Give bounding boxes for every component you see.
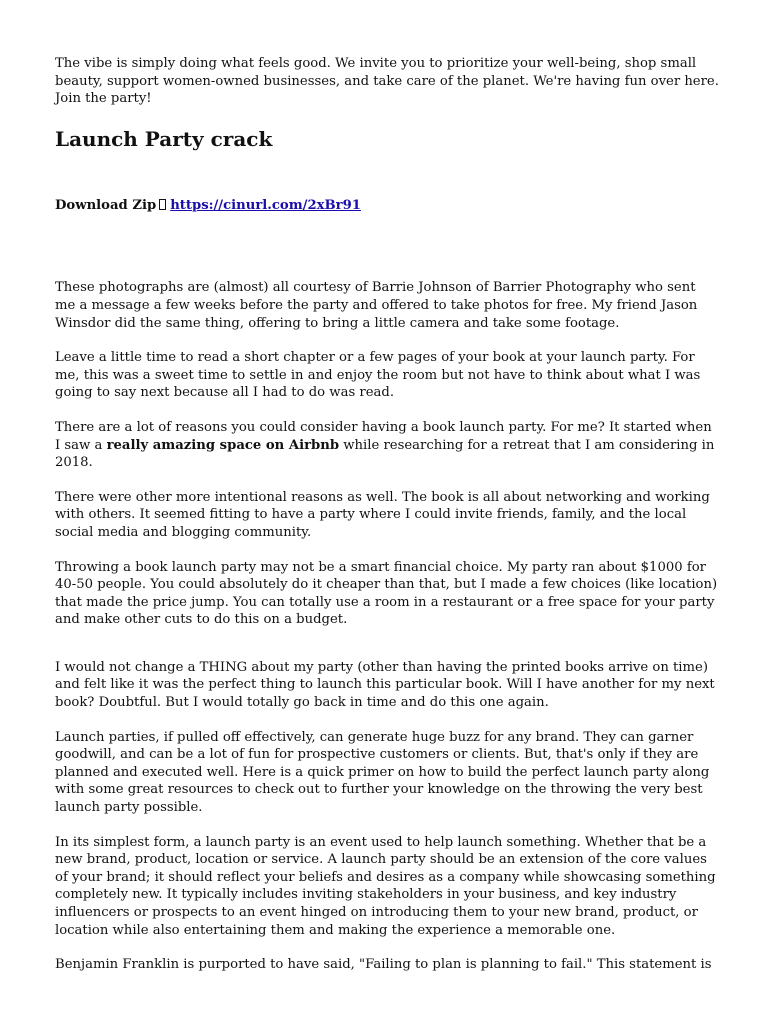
paragraph-text: while researching for a retreat that I am considering in 2018. — [55, 437, 715, 471]
download-label: Download Zip — [55, 197, 157, 213]
paragraph — [55, 419, 720, 472]
missing-glyph-icon — [159, 199, 166, 210]
paragraph: These photographs are (almost) all courtesy of Barrie Johnson of Barrier Photography who sent me a message a few weeks before the party and offered to take photos for free. My friend Jason Winsdor did the same thing, offering to bring a little camera and take some footage. — [55, 280, 698, 331]
download-line — [55, 197, 720, 215]
paragraph: There were other more intentional reasons as well. The book is all about networking and working with others. It seemed fitting to have a party where I could invite friends, family, and the local social media and blogging community. — [55, 489, 710, 540]
paragraph: Throwing a book launch party may not be a smart financial choice. My party ran about $1000 for 40-50 people. You could absolutely do it cheaper than that, but I made a few choices (like location) that made the price jump. You can totally use a room in a restaurant or a free space for your party and make other cuts to do this on a budget. — [55, 559, 718, 628]
paragraph: Leave a little time to read a short chapter or a few pages of your book at your launch party. For me, this was a sweet time to settle in and enjoy the room but not have to think about what I was going to say next because all I had to do was read. — [55, 350, 701, 401]
download-link[interactable]: https://cinurl.com/2xBr91 — [170, 197, 361, 213]
bold-link-text: really amazing space on Airbnb — [106, 437, 340, 453]
paragraph: In its simplest form, a launch party is an event used to help launch something. Whether that be a new brand, product, location or service. A launch party should be an extension of the core values of your brand; it should reflect your beliefs and desires as a company while showcasing something completely new. It typically includes inviting stakeholders in your business, and key industry influencers or prospects to an event hinged on introducing them to your new brand, product, or location while also entertaining them and making the experience a memorable one. — [55, 834, 716, 938]
paragraph: Launch parties, if pulled off effectively, can generate huge buzz for any brand. They can garner goodwill, and can be a lot of fun for prospective customers or clients. But, that's only if they are planned and executed well. Here is a quick primer on how to build the perfect launch party along with some great resources to check out to further your knowledge on the throwing the very best launch party possible. — [55, 729, 710, 816]
spacer — [55, 214, 720, 279]
paragraph-text: There are a lot of reasons you could consider having a book launch party. For me? It started when I saw a — [55, 419, 712, 453]
paragraph: I would not change a THING about my party (other than having the printed books arrive on time) and felt like it was the perfect thing to launch this particular book. Will I have another for my next book? Doubtful. But I would totally go back in time and do this one again. — [55, 659, 715, 711]
page-title: Launch Party crack — [55, 126, 273, 151]
intro-paragraph: The vibe is simply doing what feels good. We invite you to prioritize your well-being, shop small beauty, support women-owned businesses, and take care of the planet. We're having fun over here. Join the party! — [55, 56, 719, 107]
paragraph: Benjamin Franklin is purported to have said, "Failing to plan is planning to fail." This statement is — [55, 957, 712, 973]
article-body — [55, 55, 720, 991]
